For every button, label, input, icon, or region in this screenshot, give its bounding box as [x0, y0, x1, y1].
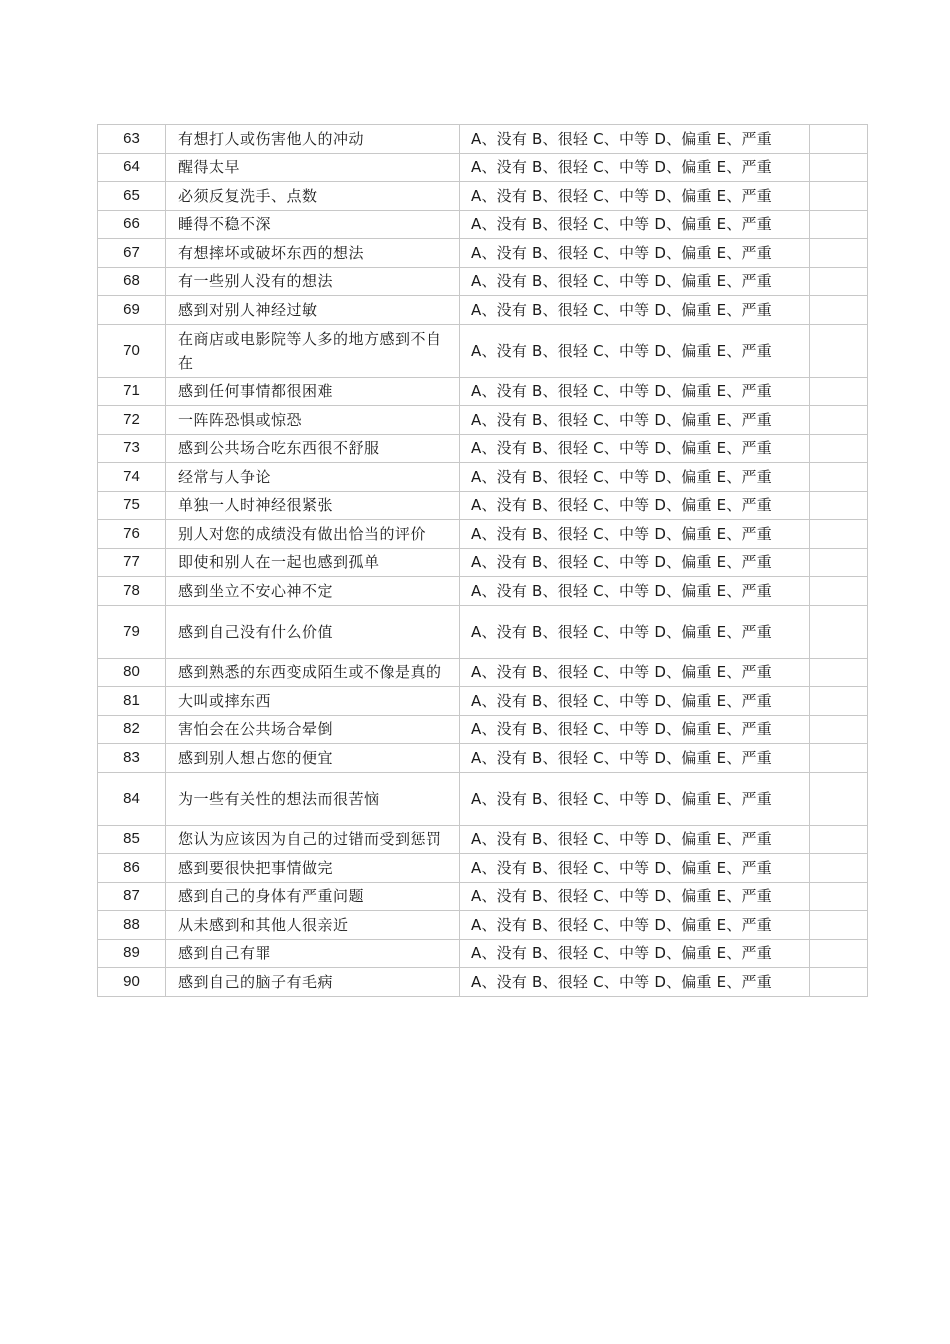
question-row [98, 825, 868, 854]
question-number: 71 [98, 377, 166, 406]
answer-cell[interactable] [810, 577, 868, 606]
answer-cell[interactable] [810, 377, 868, 406]
question-number: 64 [98, 153, 166, 182]
question-row [98, 239, 868, 268]
question-number: 77 [98, 548, 166, 577]
answer-cell[interactable] [810, 125, 868, 154]
question-text: 感到要很快把事情做完 [166, 854, 460, 883]
question-number: 72 [98, 406, 166, 435]
answer-cell[interactable] [810, 324, 868, 377]
answer-options: A、没有 B、很轻 C、中等 D、偏重 E、严重 [460, 577, 810, 606]
questionnaire-body [98, 125, 868, 997]
question-row [98, 939, 868, 968]
answer-options: A、没有 B、很轻 C、中等 D、偏重 E、严重 [460, 125, 810, 154]
question-number: 88 [98, 911, 166, 940]
question-row [98, 491, 868, 520]
question-text: 感到自己的身体有严重问题 [166, 882, 460, 911]
answer-options: A、没有 B、很轻 C、中等 D、偏重 E、严重 [460, 825, 810, 854]
answer-cell[interactable] [810, 520, 868, 549]
question-row [98, 153, 868, 182]
question-number: 75 [98, 491, 166, 520]
question-number: 63 [98, 125, 166, 154]
question-text: 感到熟悉的东西变成陌生或不像是真的 [166, 658, 460, 687]
question-number: 84 [98, 772, 166, 825]
question-number: 73 [98, 434, 166, 463]
answer-cell[interactable] [810, 715, 868, 744]
question-row [98, 463, 868, 492]
answer-options: A、没有 B、很轻 C、中等 D、偏重 E、严重 [460, 687, 810, 716]
question-number: 70 [98, 324, 166, 377]
question-number: 69 [98, 296, 166, 325]
answer-options: A、没有 B、很轻 C、中等 D、偏重 E、严重 [460, 491, 810, 520]
question-number: 67 [98, 239, 166, 268]
answer-cell[interactable] [810, 882, 868, 911]
question-row [98, 548, 868, 577]
answer-options: A、没有 B、很轻 C、中等 D、偏重 E、严重 [460, 324, 810, 377]
question-text: 感到坐立不安心神不定 [166, 577, 460, 606]
question-number: 86 [98, 854, 166, 883]
answer-options: A、没有 B、很轻 C、中等 D、偏重 E、严重 [460, 296, 810, 325]
answer-cell[interactable] [810, 658, 868, 687]
question-text: 感到对别人神经过敏 [166, 296, 460, 325]
question-text: 睡得不稳不深 [166, 210, 460, 239]
question-row [98, 296, 868, 325]
question-number: 76 [98, 520, 166, 549]
question-number: 65 [98, 182, 166, 211]
question-row [98, 772, 868, 825]
answer-cell[interactable] [810, 911, 868, 940]
answer-options: A、没有 B、很轻 C、中等 D、偏重 E、严重 [460, 182, 810, 211]
answer-options: A、没有 B、很轻 C、中等 D、偏重 E、严重 [460, 377, 810, 406]
answer-cell[interactable] [810, 772, 868, 825]
answer-options: A、没有 B、很轻 C、中等 D、偏重 E、严重 [460, 605, 810, 658]
question-text: 感到任何事情都很困难 [166, 377, 460, 406]
answer-cell[interactable] [810, 687, 868, 716]
question-row [98, 182, 868, 211]
question-number: 90 [98, 968, 166, 997]
question-row [98, 577, 868, 606]
question-row [98, 744, 868, 773]
answer-options: A、没有 B、很轻 C、中等 D、偏重 E、严重 [460, 911, 810, 940]
question-text: 必须反复洗手、点数 [166, 182, 460, 211]
answer-cell[interactable] [810, 210, 868, 239]
question-text: 感到自己没有什么价值 [166, 605, 460, 658]
answer-options: A、没有 B、很轻 C、中等 D、偏重 E、严重 [460, 210, 810, 239]
answer-options: A、没有 B、很轻 C、中等 D、偏重 E、严重 [460, 968, 810, 997]
question-row [98, 406, 868, 435]
question-text: 感到自己有罪 [166, 939, 460, 968]
question-number: 87 [98, 882, 166, 911]
question-row [98, 125, 868, 154]
answer-options: A、没有 B、很轻 C、中等 D、偏重 E、严重 [460, 882, 810, 911]
question-text: 您认为应该因为自己的过错而受到惩罚 [166, 825, 460, 854]
answer-cell[interactable] [810, 463, 868, 492]
question-row [98, 605, 868, 658]
answer-options: A、没有 B、很轻 C、中等 D、偏重 E、严重 [460, 658, 810, 687]
questionnaire-table [97, 124, 868, 997]
question-text: 感到别人想占您的便宜 [166, 744, 460, 773]
question-text: 有想打人或伤害他人的冲动 [166, 125, 460, 154]
answer-cell[interactable] [810, 182, 868, 211]
answer-options: A、没有 B、很轻 C、中等 D、偏重 E、严重 [460, 406, 810, 435]
answer-cell[interactable] [810, 491, 868, 520]
question-row [98, 687, 868, 716]
answer-options: A、没有 B、很轻 C、中等 D、偏重 E、严重 [460, 854, 810, 883]
answer-cell[interactable] [810, 939, 868, 968]
answer-cell[interactable] [810, 153, 868, 182]
answer-cell[interactable] [810, 267, 868, 296]
question-number: 68 [98, 267, 166, 296]
question-row [98, 210, 868, 239]
question-row [98, 854, 868, 883]
question-number: 83 [98, 744, 166, 773]
question-text: 有一些别人没有的想法 [166, 267, 460, 296]
answer-cell[interactable] [810, 406, 868, 435]
question-row [98, 377, 868, 406]
question-number: 78 [98, 577, 166, 606]
question-text: 感到自己的脑子有毛病 [166, 968, 460, 997]
answer-options: A、没有 B、很轻 C、中等 D、偏重 E、严重 [460, 434, 810, 463]
question-text: 有想摔坏或破坏东西的想法 [166, 239, 460, 268]
answer-options: A、没有 B、很轻 C、中等 D、偏重 E、严重 [460, 267, 810, 296]
answer-cell[interactable] [810, 968, 868, 997]
question-number: 80 [98, 658, 166, 687]
question-text: 从未感到和其他人很亲近 [166, 911, 460, 940]
question-text: 经常与人争论 [166, 463, 460, 492]
question-number: 85 [98, 825, 166, 854]
answer-options: A、没有 B、很轻 C、中等 D、偏重 E、严重 [460, 939, 810, 968]
question-number: 82 [98, 715, 166, 744]
question-text: 一阵阵恐惧或惊恐 [166, 406, 460, 435]
answer-options: A、没有 B、很轻 C、中等 D、偏重 E、严重 [460, 744, 810, 773]
question-number: 79 [98, 605, 166, 658]
question-number: 66 [98, 210, 166, 239]
question-text: 为一些有关性的想法而很苦恼 [166, 772, 460, 825]
question-row [98, 911, 868, 940]
answer-options: A、没有 B、很轻 C、中等 D、偏重 E、严重 [460, 520, 810, 549]
answer-cell[interactable] [810, 548, 868, 577]
question-text: 醒得太早 [166, 153, 460, 182]
question-text: 大叫或摔东西 [166, 687, 460, 716]
question-row [98, 658, 868, 687]
answer-options: A、没有 B、很轻 C、中等 D、偏重 E、严重 [460, 715, 810, 744]
question-row [98, 267, 868, 296]
question-number: 89 [98, 939, 166, 968]
question-number: 81 [98, 687, 166, 716]
answer-cell[interactable] [810, 434, 868, 463]
question-row [98, 434, 868, 463]
question-text: 害怕会在公共场合晕倒 [166, 715, 460, 744]
question-row [98, 882, 868, 911]
answer-cell[interactable] [810, 296, 868, 325]
question-text: 在商店或电影院等人多的地方感到不自在 [166, 324, 460, 377]
question-text: 感到公共场合吃东西很不舒服 [166, 434, 460, 463]
question-text: 别人对您的成绩没有做出恰当的评价 [166, 520, 460, 549]
answer-options: A、没有 B、很轻 C、中等 D、偏重 E、严重 [460, 153, 810, 182]
answer-cell[interactable] [810, 605, 868, 658]
answer-options: A、没有 B、很轻 C、中等 D、偏重 E、严重 [460, 548, 810, 577]
question-row [98, 715, 868, 744]
answer-options: A、没有 B、很轻 C、中等 D、偏重 E、严重 [460, 463, 810, 492]
question-row [98, 324, 868, 377]
answer-options: A、没有 B、很轻 C、中等 D、偏重 E、严重 [460, 239, 810, 268]
answer-options: A、没有 B、很轻 C、中等 D、偏重 E、严重 [460, 772, 810, 825]
question-row [98, 968, 868, 997]
question-text: 即使和别人在一起也感到孤单 [166, 548, 460, 577]
answer-cell[interactable] [810, 239, 868, 268]
question-text: 单独一人时神经很紧张 [166, 491, 460, 520]
question-number: 74 [98, 463, 166, 492]
answer-cell[interactable] [810, 854, 868, 883]
answer-cell[interactable] [810, 744, 868, 773]
question-row [98, 520, 868, 549]
answer-cell[interactable] [810, 825, 868, 854]
